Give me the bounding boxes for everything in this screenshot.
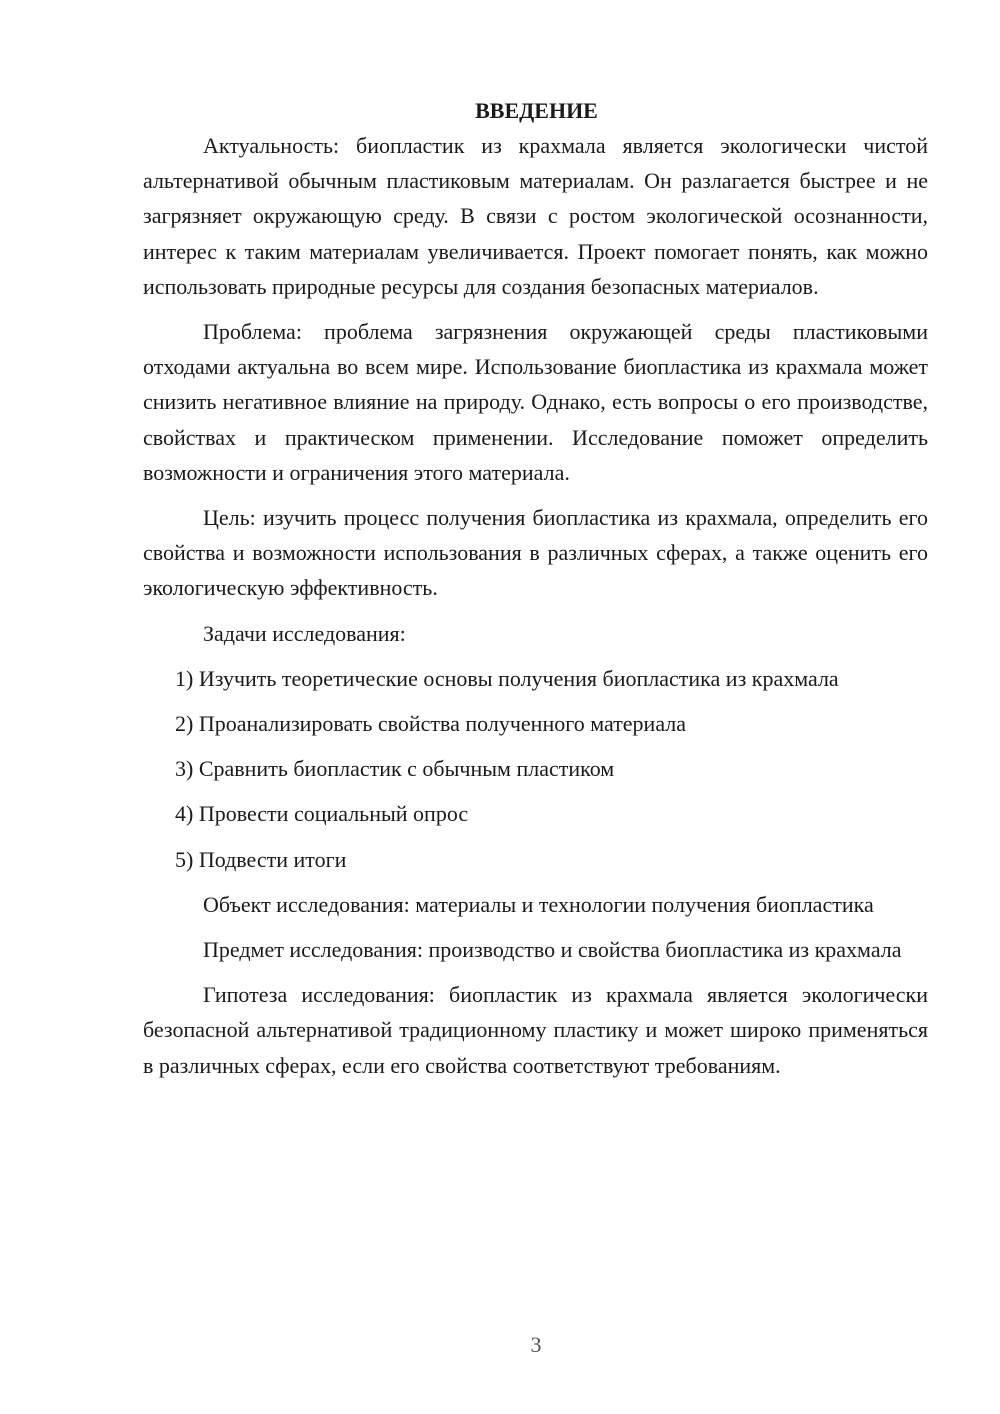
paragraph-hypothesis: Гипотеза исследования: биопластик из крахмала является экологически безопасной альтернативой традиционному пластику и может широко применяться в различных сферах, если его свойства соответствуют требованиям.: [143, 982, 928, 1078]
section-title: ВВЕДЕНИЕ: [475, 98, 598, 123]
paragraph-subject: Предмет исследования: производство и свойства биопластика из крахмала: [203, 937, 902, 963]
task-item: 2) Проанализировать свойства полученного материала: [175, 711, 687, 737]
paragraph-relevance: Актуальность: биопластик из крахмала является экологически чистой альтернативой обычным пластиковым материалам. Он разлагается быстрее и не загрязняет окружающую среду. В связи с ростом экологической осознанности, интерес к таким материалам увеличивается. Проект помогает понять, как можно использовать природные ресурсы для создания безопасных материалов.: [143, 133, 928, 299]
task-item: 5) Подвести итоги: [175, 846, 347, 872]
task-item: 4) Провести социальный опрос: [175, 801, 469, 827]
paragraph-object: Объект исследования: материалы и технологии получения биопластика: [203, 891, 874, 917]
task-item: 1) Изучить теоретические основы получения биопластика из крахмала: [175, 665, 839, 691]
paragraph-goal: Цель: изучить процесс получения биопластика из крахмала, определить его свойства и возможности использования в различных сферах, а также оценить его экологическую эффективность.: [143, 505, 928, 601]
tasks-list: [143, 661, 928, 877]
paragraph-problem: Проблема: проблема загрязнения окружающей среды пластиковыми отходами актуальна во всем мире. Использование биопластика из крахмала может снизить негативное влияние на природу. Однако, есть вопросы о его производстве, свойствах и практическом применении. Исследование поможет определить возможности и ограничения этого материала.: [143, 319, 928, 485]
page-content: [143, 96, 928, 1093]
page-number: 3: [530, 1332, 542, 1357]
tasks-heading: Задачи исследования:: [203, 620, 406, 646]
task-item: 3) Сравнить биопластик с обычным пластиком: [175, 756, 615, 782]
